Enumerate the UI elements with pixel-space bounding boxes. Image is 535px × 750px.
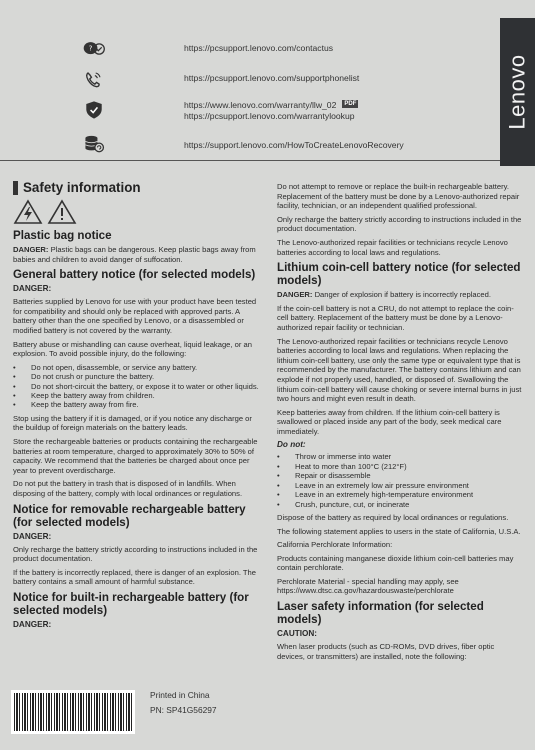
pdf-badge: PDF: [344, 101, 357, 107]
contact-row-phonelist: [80, 68, 108, 90]
list-item: • Throw or immerse into water: [277, 452, 523, 461]
general-p5: Do not put the battery in trash that is disposed of in landfills. When disposing of the battery, comply with local ordinances or regulations.: [13, 479, 243, 498]
plastic-danger-label: DANGER:: [13, 245, 49, 254]
contact-url-warranty: [184, 100, 358, 122]
general-danger-label: DANGER:: [13, 284, 52, 294]
builtin-battery-title: Notice for built-in rechargeable battery (for selected models): [13, 590, 249, 617]
printed-in: Printed in China: [150, 690, 210, 700]
title-marker: [13, 181, 18, 195]
electrical-hazard-icon: [13, 199, 43, 225]
general-p1: Batteries supplied by Lenovo for use with your product have been tested for compatibility and should only be replaced with approved parts. A battery other than the one specified by Lenovo, or a disassembled or modified battery is not covered by the warranty.: [13, 297, 257, 335]
list-item: • Leave in an extremely high-temperature environment: [277, 490, 523, 499]
coin-danger-text: Danger of explosion if battery is incorrectly replaced.: [314, 290, 491, 300]
coin-danger: [277, 290, 523, 300]
list-item: • Heat to more than 100°C (212°F): [277, 462, 523, 471]
brand-text: Lenovo: [504, 54, 530, 130]
header-divider: [0, 160, 500, 161]
general-p3: Stop using the battery if it is damaged, or if you notice any discharge or the buildup of foreign materials on the battery leads.: [13, 413, 252, 433]
caution-icon: [47, 199, 77, 225]
removable-battery-title: Notice for removable rechargeable battery (for selected models): [13, 502, 246, 529]
laser-p1: When laser products (such as CD-ROMs, DVD drives, fiber optic devices, or transmitters) are installed, note the following:: [277, 642, 495, 661]
svg-text:?: ?: [88, 44, 93, 53]
general-battery-title: General battery notice (for selected models): [13, 268, 256, 282]
coin-p6: California Perchlorate Information:: [277, 540, 393, 550]
list-item: • Keep the battery away from children.: [13, 391, 259, 400]
database-refresh-icon: [80, 133, 108, 155]
coin-p8: Perchlorate Material - special handling may apply, see https://www.dtsc.ca.gov/hazardouswaste/perchlorate: [277, 576, 459, 596]
warning-icons: [13, 199, 259, 225]
builtin-p1: Do not attempt to remove or replace the built-in rechargeable battery. Replacement of the battery must be done by a Lenovo-authorized repair facility, technician, or an independent qualified professional.: [277, 182, 520, 211]
coin-p5: The following statement applies to users in the state of California, U.S.A.: [277, 526, 521, 536]
contact-row-recovery: [80, 133, 108, 155]
builtin-danger-label: DANGER:: [13, 619, 52, 629]
list-item: • Repair or disassemble: [277, 471, 523, 480]
general-list: [13, 363, 259, 410]
general-p2: Battery abuse or mishandling can cause overheat, liquid leakage, or an explosion. To avoid possible injury, do the following:: [13, 339, 252, 359]
coin-cell-title: Lithium coin-cell battery notice (for selected models): [277, 261, 521, 288]
shield-check-icon: [80, 99, 108, 121]
coin-danger-label: DANGER:: [277, 290, 313, 300]
laser-title: Laser safety information (for selected models): [277, 600, 484, 627]
left-column: [13, 180, 259, 633]
coin-p2: The Lenovo-authorized repair facilities or technicians recycle Lenovo batteries according to local laws and regulations. When replacing the lithium coin-cell battery, use only the same type or equivalent type that is recommended by the manufacturer. The battery contains lithium and can explode if not properly used, handled, or disposed of. Swallowing the lithium coin-cell battery will cause choking or severe internal burns in just two hours and might even result in death.: [277, 336, 522, 404]
list-item: • Keep the battery away from fire.: [13, 400, 259, 409]
contact-row-warranty: [80, 99, 108, 121]
general-p4: Store the rechargeable batteries or products containing the rechargeable batteries at room temperature, charged to approximately 30% to 50% of capacity. We recommend that the batteries be charged about once per year to prevent overdischarge.: [13, 436, 258, 475]
plastic-danger-text: Plastic bags can be dangerous. Keep plastic bags away from babies and children to avoid danger of suffocation.: [13, 245, 256, 264]
list-item: • Do not open, disassemble, or service any battery.: [13, 363, 259, 372]
plastic-bag-title: Plastic bag notice: [13, 229, 112, 242]
phone-icon: [80, 68, 108, 90]
contact-url-recovery[interactable]: https://support.lenovo.com/HowToCreateLenovoRecovery: [184, 140, 404, 150]
list-item: • Leave in an extremely low air pressure environment: [277, 481, 523, 490]
removable-danger-label: DANGER:: [13, 531, 52, 541]
builtin-p3: The Lenovo-authorized repair facilities or technicians recycle Lenovo batteries according to local laws and regulations.: [277, 237, 508, 257]
coin-p4: Dispose of the battery as required by local ordinances or regulations.: [277, 512, 509, 522]
plastic-bag-text: [13, 245, 259, 264]
contact-url-contactus[interactable]: https://pcsupport.lenovo.com/contactus: [184, 43, 334, 53]
contact-url-phonelist[interactable]: https://pcsupport.lenovo.com/supportphonelist: [184, 73, 360, 83]
list-item: • Do not crush or puncture the battery.: [13, 372, 259, 381]
lenovo-logo: [500, 18, 535, 166]
do-not-label: Do not:: [277, 440, 306, 450]
builtin-p2: Only recharge the battery strictly according to instructions included in the product documentation.: [277, 214, 522, 234]
warranty-lookup-url[interactable]: https://pcsupport.lenovo.com/warrantylookup: [184, 111, 355, 121]
coin-p7: Products containing manganese dioxide lithium coin-cell batteries may contain perchlorate.: [277, 553, 514, 573]
laser-caution-label: CAUTION:: [277, 629, 318, 639]
removable-p1: Only recharge the battery strictly according to instructions included in the product documentation.: [13, 544, 258, 564]
contact-row-contactus: [80, 38, 108, 60]
safety-title: [13, 180, 259, 195]
safety-title-text: Safety information: [23, 180, 141, 195]
do-not-list: [277, 452, 523, 508]
barcode: [11, 690, 135, 734]
right-column: [277, 182, 523, 665]
part-number: PN: SP41G56297: [150, 705, 217, 715]
coin-p1: If the coin-cell battery is not a CRU, do not attempt to replace the coin-cell battery. Replacement of the battery must be done by a Lenovo-authorized repair facility or technician.: [277, 303, 514, 332]
list-item: • Do not short-circuit the battery, or expose it to water or other liquids.: [13, 382, 259, 391]
removable-p2: If the battery is incorrectly replaced, there is danger of an explosion. The battery contains a small amount of harmful substance.: [13, 567, 256, 587]
list-item: • Crush, puncture, cut, or incinerate: [277, 500, 523, 509]
warranty-url[interactable]: https://www.lenovo.com/warranty/llw_02: [184, 100, 337, 110]
coin-p3: Keep batteries away from children. If the lithium coin-cell battery is swallowed or placed inside any part of the body, seek medical care immediately.: [277, 407, 502, 436]
chat-check-icon: [80, 38, 108, 60]
